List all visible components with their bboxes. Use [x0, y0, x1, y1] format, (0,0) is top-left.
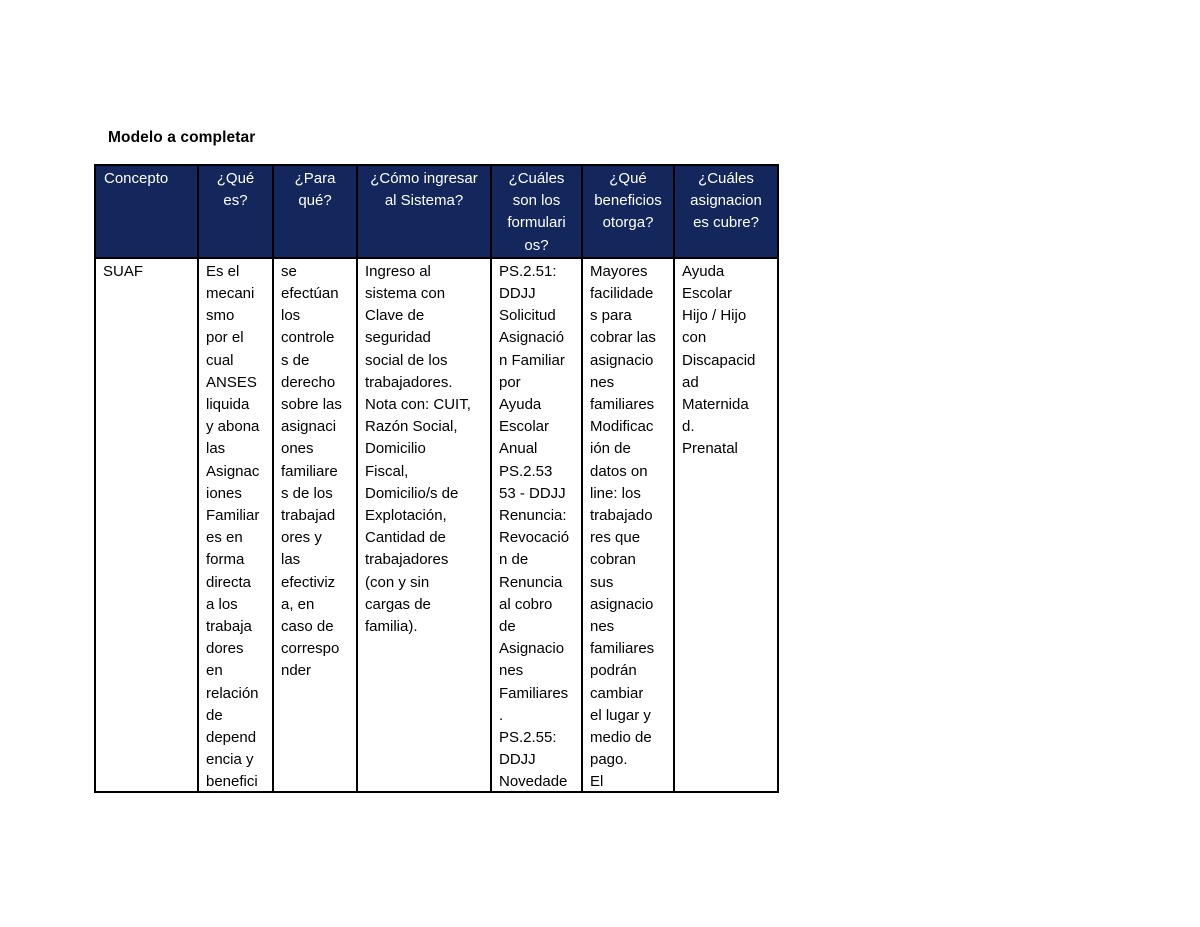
cell-concepto: SUAF [95, 258, 198, 792]
cell-formularios: PS.2.51: DDJJ Solicitud Asignació n Familiar por Ayuda Escolar Anual PS.2.53 53 - DDJJ Renuncia: Revocació n de Renuncia al cobro de Asignacio nes Familiares . PS.2.55: DDJJ Novedade [491, 258, 582, 792]
cell-que-es: Es el mecani smo por el cual ANSES liquida y abona las Asignac iones Familiar es en forma directa a los trabaja dores en relación de depend encia y benefici [198, 258, 273, 792]
table-row [95, 258, 778, 792]
header-concepto: Concepto [95, 165, 198, 258]
header-beneficios: ¿Qué beneficios otorga? [582, 165, 674, 258]
data-table [94, 164, 779, 793]
header-row [95, 165, 778, 258]
cell-como-ingresar: Ingreso al sistema con Clave de seguridad social de los trabajadores. Nota con: CUIT, Razón Social, Domicilio Fiscal, Domicilio/s de Explotación, Cantidad de trabajadores (con y sin cargas de familia). [357, 258, 491, 792]
cell-asignaciones: Ayuda Escolar Hijo / Hijo con Discapacid ad Maternida d. Prenatal [674, 258, 778, 792]
header-asignaciones: ¿Cuáles asignacion es cubre? [674, 165, 778, 258]
header-para-que: ¿Para qué? [273, 165, 357, 258]
cell-para-que: se efectúan los controle s de derecho sobre las asignaci ones familiare s de los trabajad ores y las efectiviz a, en caso de correspo nder [273, 258, 357, 792]
header-formularios: ¿Cuáles son los formulari os? [491, 165, 582, 258]
cell-beneficios: Mayores facilidade s para cobrar las asignacio nes familiares Modificac ión de datos on line: los trabajado res que cobran sus asignacio nes familiares podrán cambiar el lugar y medio de pago. El [582, 258, 674, 792]
document-title: Modelo a completar [108, 129, 256, 146]
header-como-ingresar: ¿Cómo ingresar al Sistema? [357, 165, 491, 258]
header-que-es: ¿Qué es? [198, 165, 273, 258]
